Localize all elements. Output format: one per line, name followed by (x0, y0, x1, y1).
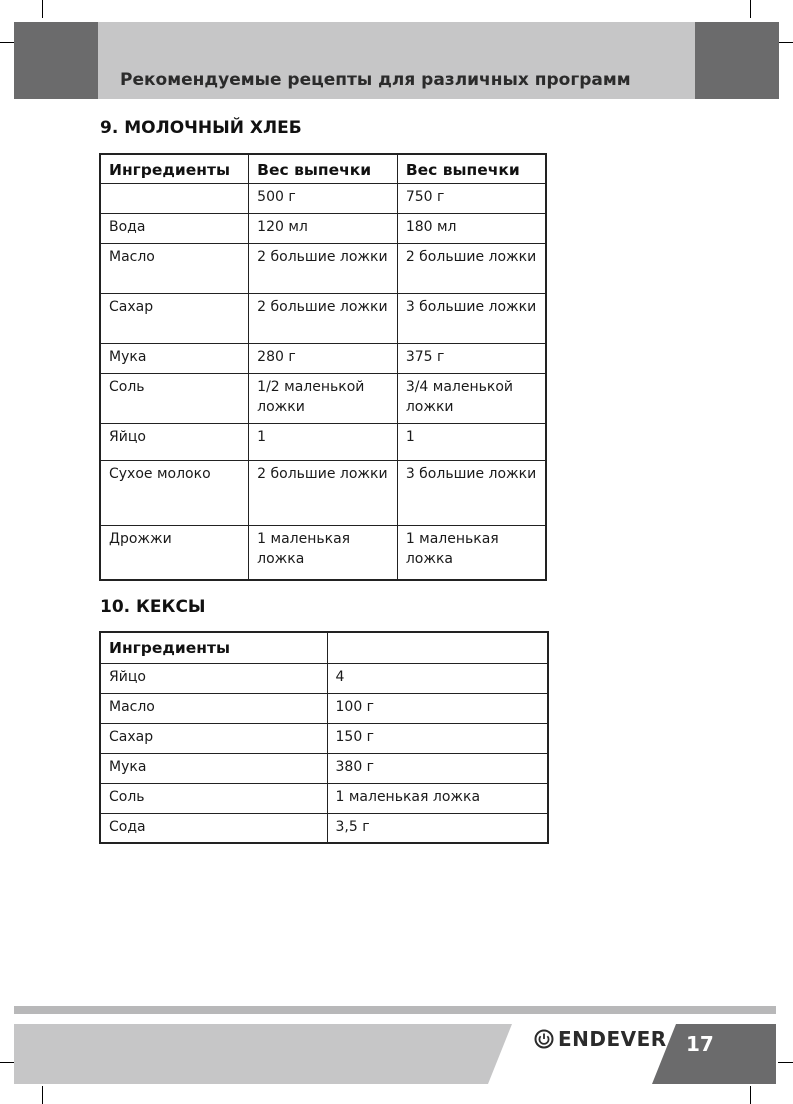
footer-stripe (14, 1006, 776, 1014)
table-row (100, 526, 546, 580)
table-row (100, 753, 548, 783)
table-row (100, 244, 546, 294)
crop-mark (750, 0, 751, 18)
column-header (327, 632, 548, 663)
value-cell: 2 большие ложки (397, 244, 546, 294)
value-cell: 3 большие ложки (397, 461, 546, 526)
column-header: Вес выпечки (397, 154, 546, 184)
value-cell: 1/2 маленькой ложки (249, 374, 398, 424)
table-row (100, 663, 548, 693)
section-9-title: 9. МОЛОЧНЫЙ ХЛЕБ (100, 118, 302, 138)
ingredient-cell: Мука (100, 344, 249, 374)
value-cell: 1 маленькая ложка (249, 526, 398, 580)
table-row (100, 813, 548, 843)
value-cell: 3,5 г (327, 813, 548, 843)
power-icon (534, 1029, 554, 1049)
ingredient-cell: Сухое молоко (100, 461, 249, 526)
ingredient-cell: Яйцо (100, 424, 249, 461)
crop-mark (778, 1062, 793, 1063)
column-header: Вес выпечки (249, 154, 398, 184)
ingredient-cell: Мука (100, 753, 327, 783)
value-cell: 1 маленькая ложка (327, 783, 548, 813)
crop-mark (42, 0, 43, 18)
value-cell: 2 большие ложки (249, 244, 398, 294)
value-cell: 500 г (249, 184, 398, 214)
value-cell: 150 г (327, 723, 548, 753)
value-cell: 3 большие ложки (397, 294, 546, 344)
crop-mark (0, 1062, 14, 1063)
ingredient-cell: Яйцо (100, 663, 327, 693)
milk-bread-table (99, 153, 547, 581)
table-row (100, 723, 548, 753)
column-header: Ингредиенты (100, 632, 327, 663)
value-cell: 4 (327, 663, 548, 693)
value-cell: 375 г (397, 344, 546, 374)
crop-mark (42, 1086, 43, 1104)
value-cell: 1 маленькая ложка (397, 526, 546, 580)
table-row (100, 693, 548, 723)
value-cell: 1 (249, 424, 398, 461)
ingredient-cell: Сахар (100, 294, 249, 344)
value-cell: 100 г (327, 693, 548, 723)
table-row (100, 294, 546, 344)
brand-logo (534, 1027, 667, 1051)
header-block-left (14, 22, 98, 99)
value-cell: 180 мл (397, 214, 546, 244)
table-row (100, 424, 546, 461)
ingredient-cell: Масло (100, 244, 249, 294)
header-block-right (695, 22, 779, 99)
section-10-title: 10. КЕКСЫ (100, 597, 206, 617)
page-number: 17 (686, 1032, 714, 1056)
table-header-row (100, 154, 546, 184)
header-title: Рекомендуемые рецепты для различных программ (120, 70, 631, 90)
table-row (100, 461, 546, 526)
ingredient-cell: Вода (100, 214, 249, 244)
value-cell: 2 большие ложки (249, 461, 398, 526)
brand-name: ENDEVER (558, 1027, 667, 1051)
value-cell: 1 (397, 424, 546, 461)
value-cell: 750 г (397, 184, 546, 214)
value-cell: 280 г (249, 344, 398, 374)
value-cell: 2 большие ложки (249, 294, 398, 344)
column-header: Ингредиенты (100, 154, 249, 184)
table-row (100, 344, 546, 374)
ingredient-cell: Соль (100, 374, 249, 424)
table-header-row (100, 632, 548, 663)
ingredient-cell: Масло (100, 693, 327, 723)
table-row (100, 783, 548, 813)
ingredient-cell: Сахар (100, 723, 327, 753)
ingredient-cell (100, 184, 249, 214)
value-cell: 3/4 маленькой ложки (397, 374, 546, 424)
table-row (100, 214, 546, 244)
value-cell: 120 мл (249, 214, 398, 244)
ingredient-cell: Соль (100, 783, 327, 813)
crop-mark (750, 1086, 751, 1104)
table-row (100, 184, 546, 214)
table-row (100, 374, 546, 424)
muffins-table (99, 631, 549, 844)
ingredient-cell: Сода (100, 813, 327, 843)
value-cell: 380 г (327, 753, 548, 783)
ingredient-cell: Дрожжи (100, 526, 249, 580)
